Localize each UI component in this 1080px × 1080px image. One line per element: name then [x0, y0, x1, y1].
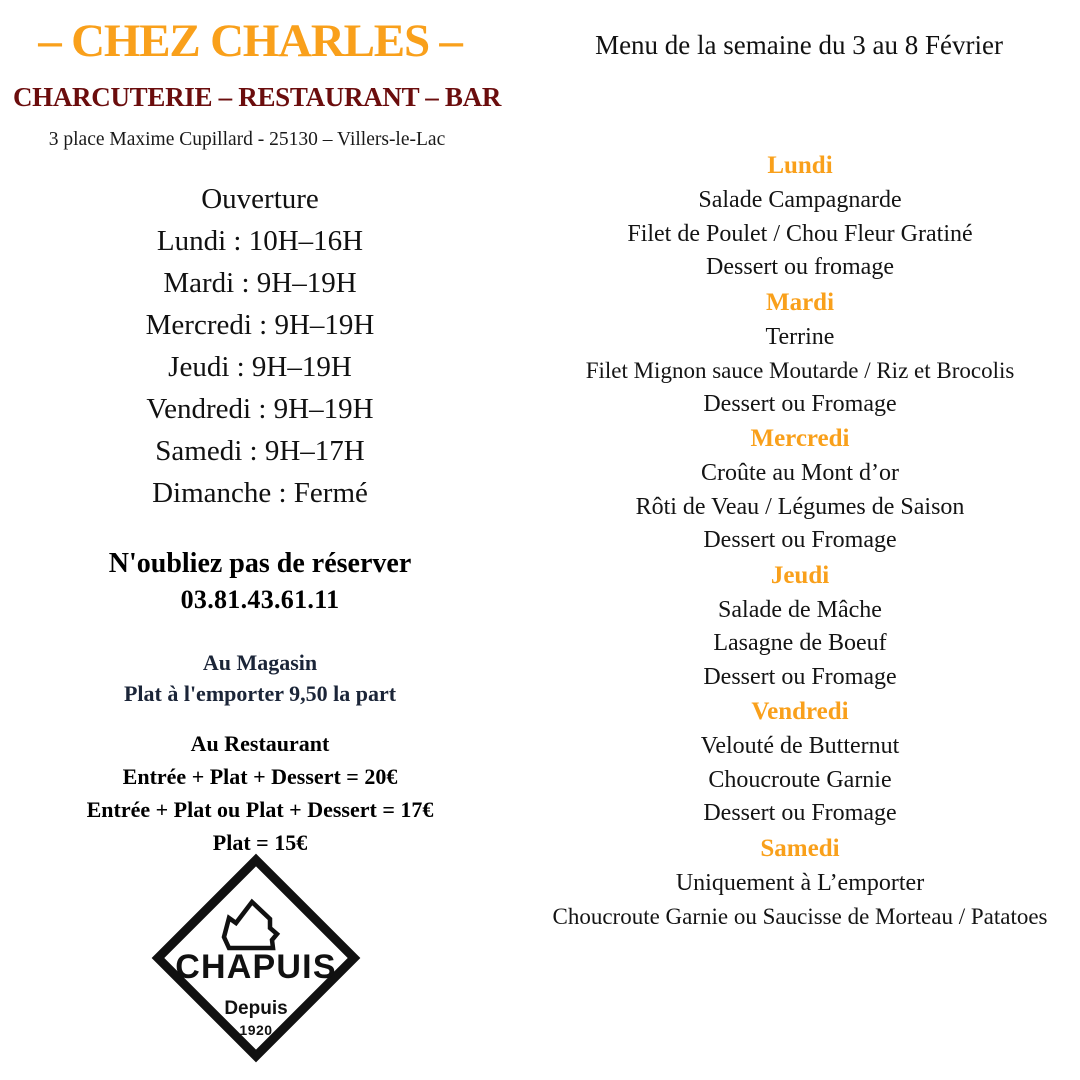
reservation-block	[0, 545, 520, 618]
menu-dish: Dessert ou Fromage	[703, 527, 897, 553]
weekly-menu-list	[510, 148, 1080, 934]
info-column	[0, 0, 520, 1080]
menu-dish: Salade Campagnarde	[698, 187, 902, 213]
restaurant-price-line: Plat = 15€	[212, 830, 308, 855]
reservation-reminder: N'oubliez pas de réserver	[108, 548, 412, 579]
logo-since-year: 1920	[239, 1022, 273, 1038]
menu-dish: Lasagne de Boeuf	[713, 630, 887, 656]
opening-hours-line: Vendredi : 9H–19H	[146, 393, 374, 425]
menu-dish: Choucroute Garnie ou Saucisse de Morteau / Patatoes	[552, 904, 1048, 929]
menu-dish: Dessert ou Fromage	[703, 800, 897, 826]
chapuis-logo	[150, 852, 362, 1064]
menu-dish: Salade de Mâche	[718, 596, 882, 623]
day-heading: Samedi	[760, 834, 840, 862]
opening-hours-line: Dimanche : Fermé	[152, 477, 368, 509]
restaurant-subtitle: CHARCUTERIE – RESTAURANT – BAR	[12, 82, 502, 112]
restaurant-pricing-block	[0, 727, 520, 859]
restaurant-address: 3 place Maxime Cupillard - 25130 – Villers-le-Lac	[48, 129, 446, 150]
opening-hours-block	[0, 178, 520, 514]
menu-dish: Dessert ou Fromage	[703, 663, 897, 690]
opening-hours-line: Mardi : 9H–19H	[163, 267, 357, 299]
menu-dish: Velouté de Butternut	[700, 733, 900, 759]
opening-hours-title: Ouverture	[201, 183, 319, 215]
menu-day-vendredi	[510, 694, 1080, 831]
menu-dish: Dessert ou Fromage	[703, 390, 897, 417]
restaurant-pricing-title: Au Restaurant	[190, 731, 330, 756]
shop-price-line: Plat à l'emporter 9,50 la part	[123, 681, 397, 706]
logo-since-label: Depuis	[224, 998, 288, 1019]
menu-day-lundi	[510, 148, 1080, 285]
shop-title: Au Magasin	[202, 650, 318, 675]
day-heading: Mercredi	[750, 425, 850, 452]
day-heading: Jeudi	[770, 561, 830, 589]
menu-dish: Rôti de Veau / Légumes de Saison	[635, 493, 965, 520]
menu-dish: Dessert ou fromage	[706, 254, 894, 280]
menu-day-mercredi	[510, 421, 1080, 558]
chalet-icon	[224, 902, 277, 948]
chapuis-diamond-logo-svg	[150, 852, 362, 1064]
restaurant-price-line: Entrée + Plat + Dessert = 20€	[122, 764, 398, 789]
menu-dish: Uniquement à L’emporter	[675, 869, 925, 896]
opening-hours-line: Lundi : 10H–16H	[156, 225, 364, 257]
menu-day-samedi	[510, 831, 1080, 934]
weekly-menu-column	[520, 0, 1080, 1080]
opening-hours-line: Mercredi : 9H–19H	[145, 309, 375, 341]
opening-hours-line: Jeudi : 9H–19H	[168, 351, 352, 383]
menu-dish: Filet de Poulet / Chou Fleur Gratiné	[627, 220, 973, 247]
menu-week-header: Menu de la semaine du 3 au 8 Février	[595, 30, 1003, 60]
menu-dish: Filet Mignon sauce Moutarde / Riz et Brocolis	[585, 358, 1015, 383]
shop-pricing-block	[0, 647, 520, 709]
restaurant-price-line: Entrée + Plat ou Plat + Dessert = 17€	[86, 797, 434, 822]
day-heading: Mardi	[765, 288, 835, 316]
menu-dish: Choucroute Garnie	[708, 766, 892, 793]
day-heading: Lundi	[767, 152, 833, 179]
logo-name: CHAPUIS	[175, 948, 337, 986]
menu-dish: Terrine	[765, 323, 835, 350]
menu-day-jeudi	[510, 558, 1080, 695]
day-heading: Vendredi	[751, 698, 849, 725]
menu-dish: Croûte au Mont d’or	[701, 460, 899, 486]
opening-hours-line: Samedi : 9H–17H	[155, 435, 365, 467]
reservation-phone[interactable]: 03.81.43.61.11	[180, 585, 340, 614]
restaurant-title: – CHEZ CHARLES –	[38, 15, 462, 67]
menu-day-mardi	[510, 285, 1080, 422]
